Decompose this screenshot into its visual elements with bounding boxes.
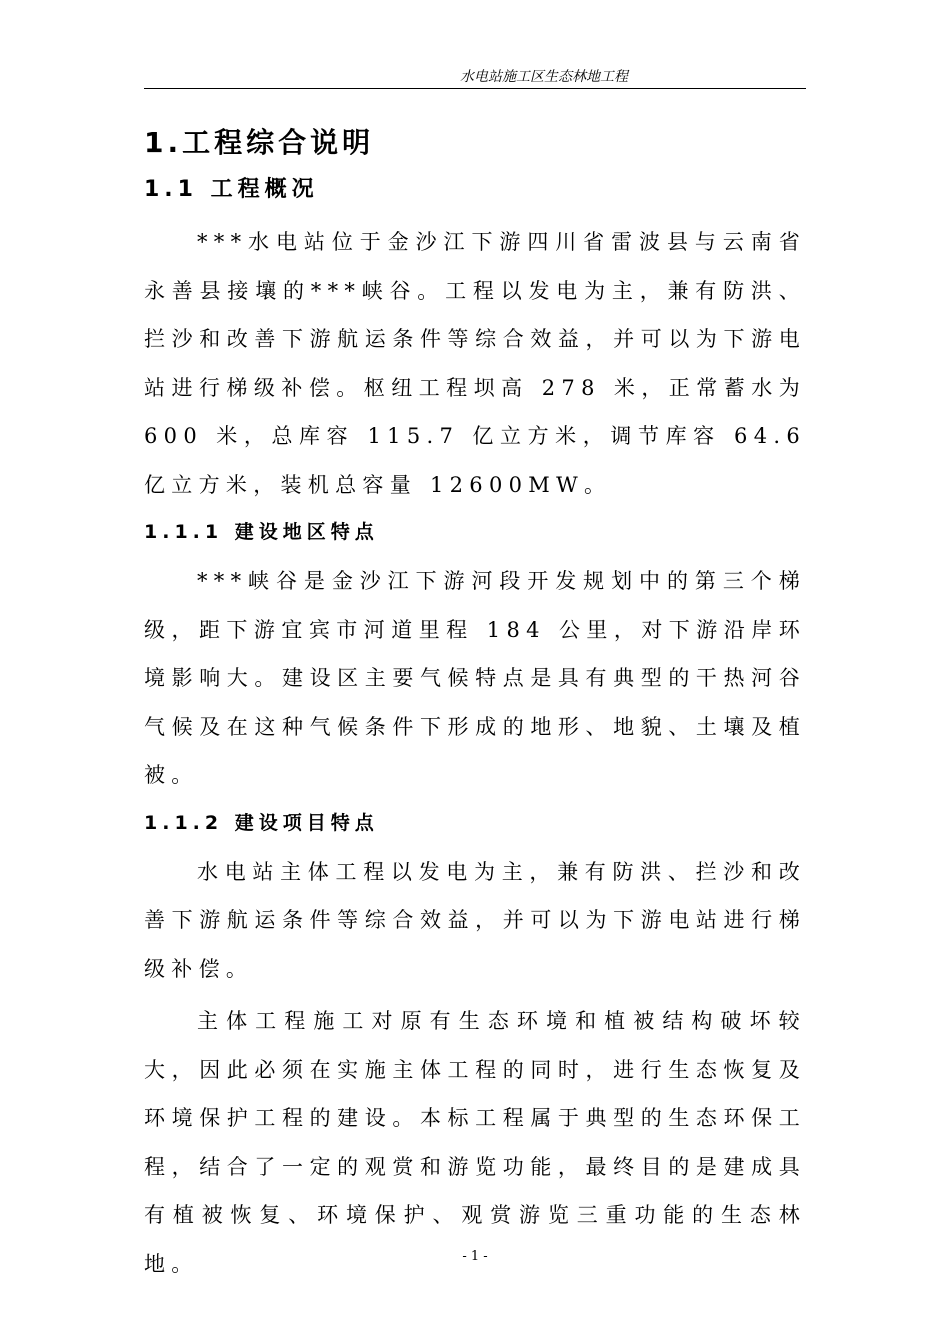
region-paragraph: ***峡谷是金沙江下游河段开发规划中的第三个梯级，距下游宜宾市河道里程 184 公里，对下游沿岸环境影响大。建设区主要气候特点是具有典型的干热河谷气候及在这种气候条件下形成的地形、地貌、土壤及植被。: [144, 569, 806, 787]
page-header: [144, 62, 806, 89]
header-title: 水电站施工区生态林地工程: [460, 69, 628, 85]
project-paragraph-2: 主体工程施工对原有生态环境和植被结构破坏较大，因此必须在实施主体工程的同时，进行生态恢复及环境保护工程的建设。本标工程属于典型的生态环保工程，结合了一定的观赏和游览功能，最终目的是建成具有植被恢复、环境保护、观赏游览三重功能的生态林地。: [144, 1009, 806, 1276]
chapter-heading: 1.工程综合说明: [144, 126, 375, 159]
section-heading: 1.1 工程概况: [144, 177, 319, 202]
subsection-heading-region: 1.1.1 建设地区特点: [144, 521, 379, 543]
project-paragraph-1: 水电站主体工程以发电为主，兼有防洪、拦沙和改善下游航运条件等综合效益，并可以为下游电站进行梯级补偿。: [144, 859, 806, 981]
page-number: - 1 -: [462, 1249, 488, 1264]
overview-paragraph: ***水电站位于金沙江下游四川省雷波县与云南省永善县接壤的***峡谷。工程以发电为主，兼有防洪、拦沙和改善下游航运条件等综合效益，并可以为下游电站进行梯级补偿。枢纽工程坝高 278 米，正常蓄水为 600 米，总库容 115.7 亿立方米，调节库容 64.6 亿立方米，装机总容量 12600MW。: [144, 230, 806, 497]
subsection-heading-project: 1.1.2 建设项目特点: [144, 811, 379, 834]
document-body: [144, 120, 806, 1288]
